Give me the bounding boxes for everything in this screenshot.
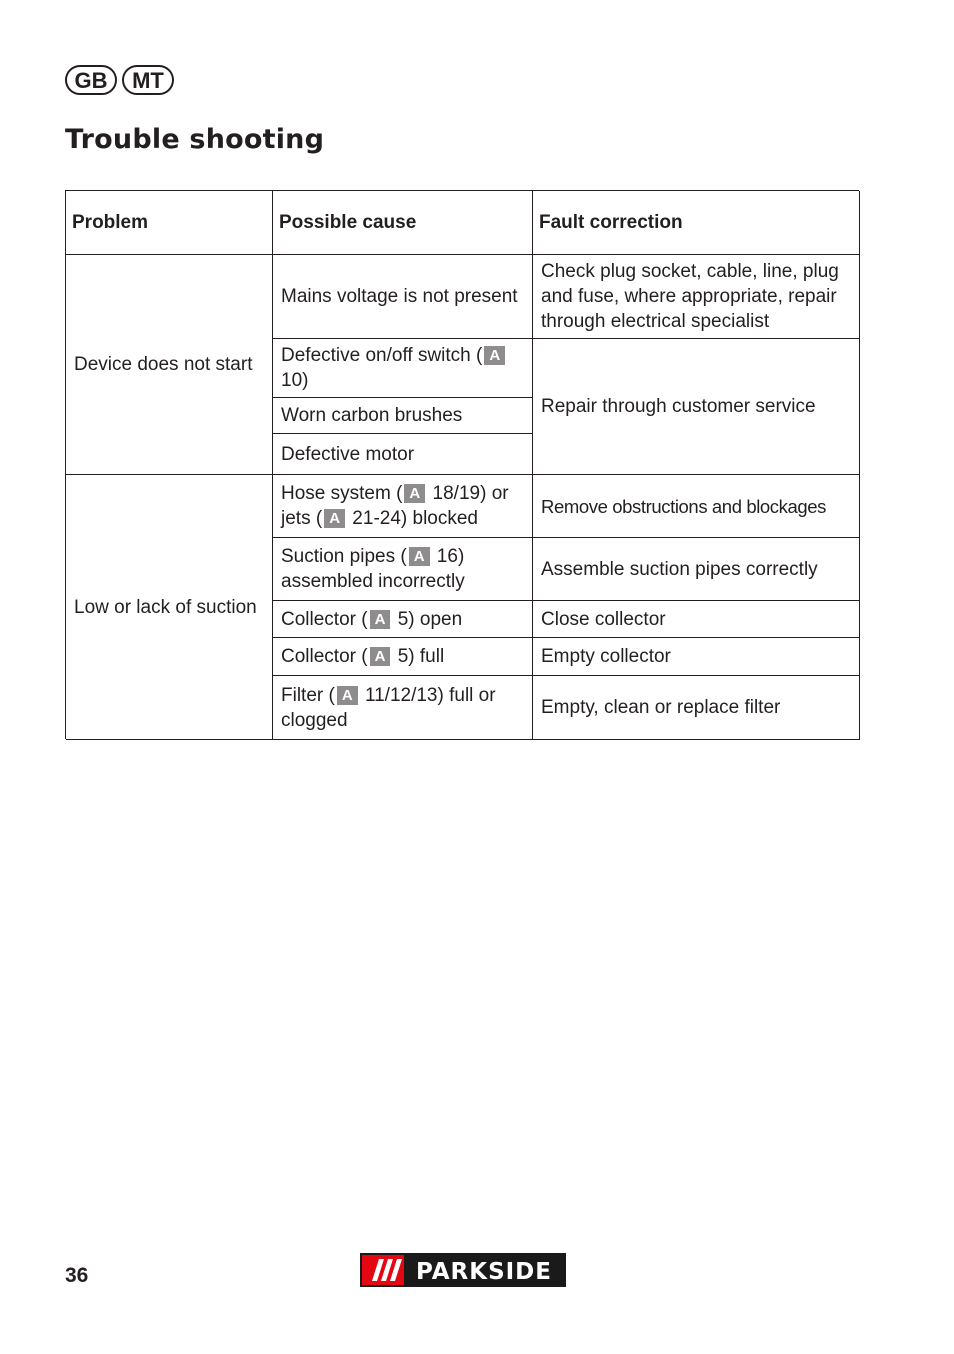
correction-cell-assemble-pipes — [533, 538, 860, 601]
column-header-cause: Possible cause — [273, 191, 533, 255]
correction-cell-close-collector — [533, 601, 860, 638]
correction-text: Remove obstructions and blockages — [541, 495, 827, 517]
correction-cell-check-plug — [533, 255, 860, 339]
cause-cell-filter — [273, 676, 533, 740]
cause-text — [281, 481, 524, 531]
column-header-problem: Problem — [66, 191, 273, 255]
problem-text: Device does not start — [74, 354, 253, 375]
cause-text-part: 10) — [281, 370, 309, 391]
correction-text: Empty, clean or replace filter — [541, 697, 781, 718]
cause-text-part: Collector ( — [281, 646, 368, 667]
problem-cell-low-suction — [66, 475, 273, 740]
correction-text: Repair through customer service — [541, 396, 816, 417]
cause-cell-collector-open — [273, 601, 533, 638]
page-number: 36 — [65, 1264, 89, 1287]
language-badges — [65, 65, 174, 95]
correction-text: Check plug socket, cable, line, plug and fuse, where appropriate, repair through electrical specialist — [541, 261, 839, 332]
page-title: Trouble shooting — [65, 124, 325, 155]
cause-text: Worn carbon brushes — [281, 405, 463, 426]
correction-text: Close collector — [541, 608, 666, 630]
correction-text: Assemble suction pipes correctly — [541, 558, 818, 580]
correction-cell-empty-collector — [533, 638, 860, 676]
figure-ref-badge: A — [370, 647, 391, 666]
figure-ref-badge: A — [337, 686, 358, 705]
figure-ref-badge: A — [409, 547, 430, 566]
cause-text-part: 18/19) or jets ( — [281, 483, 509, 529]
figure-ref-badge: A — [370, 610, 391, 629]
cause-text: Mains voltage is not present — [281, 286, 518, 307]
logo-wordmark: PARKSIDE — [415, 1259, 553, 1285]
problem-cell-device-not-start — [66, 255, 273, 475]
cause-text-part: 21-24) blocked — [347, 508, 478, 529]
parkside-logo — [360, 1253, 566, 1287]
correction-cell-remove-obstructions — [533, 475, 860, 538]
cause-cell-suction-pipes — [273, 538, 533, 601]
correction-text: Empty collector — [541, 646, 671, 667]
column-header-correction: Fault correction — [533, 191, 860, 255]
correction-cell-filter — [533, 676, 860, 740]
cause-text-part: 5) open — [392, 608, 463, 630]
figure-ref-badge: A — [484, 346, 505, 365]
cause-text: Defective motor — [281, 443, 415, 465]
cause-cell-hose-system — [273, 475, 533, 538]
cause-cell-motor — [273, 434, 533, 475]
cause-text-part: 5) full — [392, 646, 445, 667]
language-badge-gb: GB — [65, 65, 117, 95]
cause-text-part: Defective on/off switch ( — [281, 345, 483, 366]
problem-text: Low or lack of suction — [74, 596, 257, 618]
cause-cell-carbon-brushes — [273, 398, 533, 434]
cause-cell-collector-full — [273, 638, 533, 676]
cause-text — [281, 644, 444, 669]
language-badge-mt: MT — [122, 65, 174, 95]
figure-ref-badge: A — [404, 484, 425, 503]
cause-cell-mains-voltage — [273, 255, 533, 339]
cause-text — [281, 544, 524, 594]
cause-text — [281, 683, 524, 733]
cause-cell-on-off-switch — [273, 339, 533, 398]
cause-text-part: 16) assembled incorrectly — [281, 546, 465, 592]
cause-text — [281, 343, 524, 393]
correction-cell-customer-service — [533, 339, 860, 475]
cause-text — [281, 607, 462, 632]
figure-ref-badge: A — [324, 509, 345, 528]
troubleshooting-table — [65, 190, 859, 739]
cause-text-part: Hose system ( — [281, 483, 403, 504]
cause-text-part: Collector ( — [281, 608, 368, 630]
cause-text-part: 11/12/13) full or clogged — [281, 684, 496, 731]
cause-text-part: Filter ( — [281, 684, 335, 706]
cause-text-part: Suction pipes ( — [281, 546, 407, 567]
